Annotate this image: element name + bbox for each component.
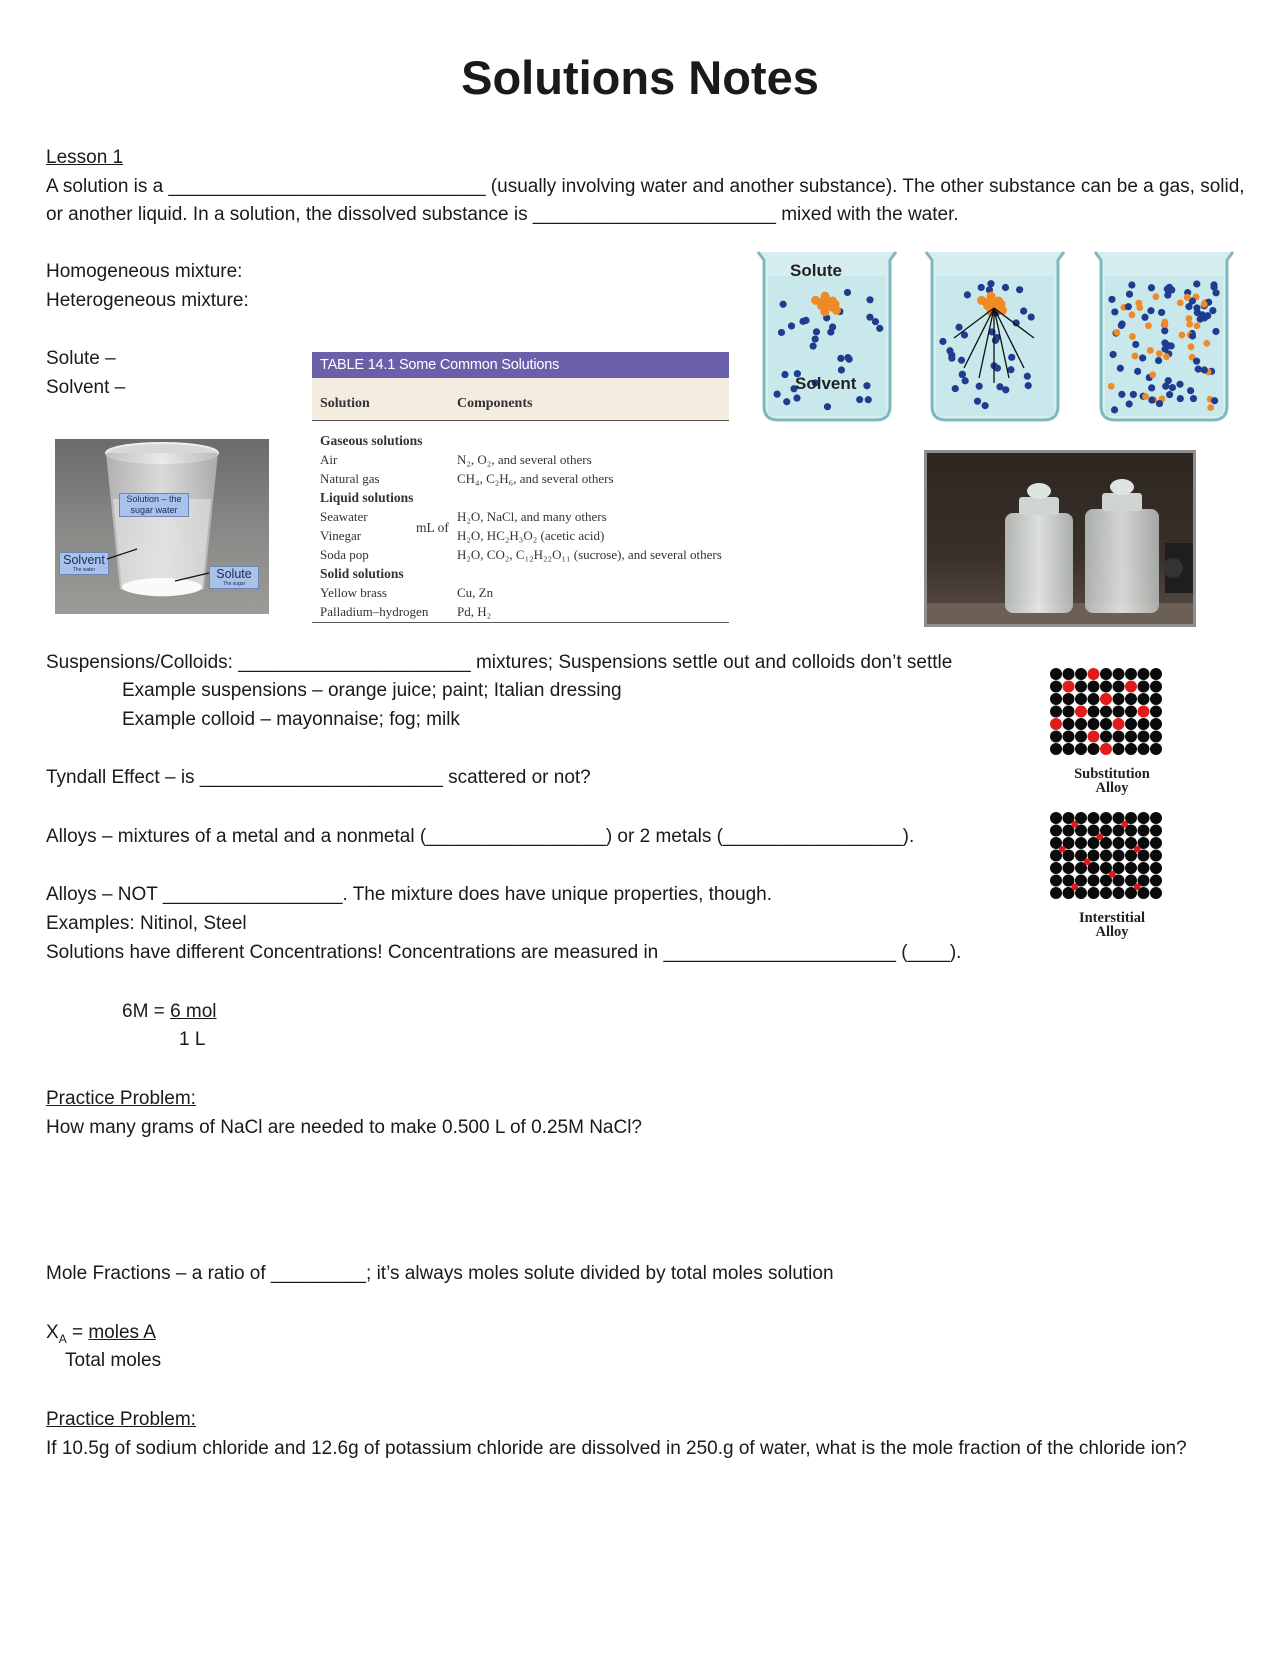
solvent-particle	[1128, 281, 1135, 288]
beaker-solvent-label: Solvent	[795, 374, 857, 393]
solvent-particle	[959, 371, 966, 378]
solute-particle	[1113, 329, 1120, 336]
table-row-solution: Palladium–hydrogen	[320, 604, 429, 619]
host-atom	[1050, 693, 1062, 705]
interstitial-atom	[1134, 846, 1141, 853]
host-atom	[1125, 731, 1137, 743]
substituted-atom	[1138, 706, 1150, 718]
solvent-particle	[1002, 284, 1009, 291]
table-row-solution: Seawater	[320, 509, 368, 524]
substituted-atom	[1050, 718, 1062, 730]
solvent-particle	[856, 396, 863, 403]
table-row-solution: Air	[320, 452, 338, 467]
table-row-solution: Natural gas	[320, 471, 380, 486]
host-atom	[1088, 887, 1100, 899]
page-title: Solutions Notes	[461, 51, 819, 104]
host-atom	[1100, 706, 1112, 718]
host-atom	[1063, 743, 1075, 755]
interstitial-caption-1: Interstitial	[1078, 910, 1146, 926]
table-row-components: N₂, O₂, and several others	[457, 452, 592, 467]
cup-pointer-lines	[55, 439, 269, 614]
solute-crystal	[987, 292, 996, 301]
host-atom	[1050, 875, 1062, 887]
substituted-atom	[1063, 681, 1075, 693]
substituted-atom	[1088, 668, 1100, 680]
xa-symbol: X	[46, 1322, 59, 1343]
solvent-particle	[865, 396, 872, 403]
substituted-atom	[1075, 706, 1087, 718]
interstitial-atom	[1121, 821, 1128, 828]
common-solutions-table	[312, 352, 729, 624]
host-atom	[1150, 681, 1162, 693]
solvent-particle	[1110, 351, 1117, 358]
solution-definition-line-2: or another liquid. In a solution, the dissolved substance is _______________________ mixed with the water.	[46, 204, 959, 225]
solute-particle	[1201, 301, 1208, 308]
solvent-particle	[1193, 280, 1200, 287]
solute-particle	[1203, 340, 1210, 347]
solvent-particle	[1125, 303, 1132, 310]
solvent-particle	[1156, 400, 1163, 407]
solute-particle	[1188, 343, 1195, 350]
solvent-particle	[799, 318, 806, 325]
solvent-particle	[872, 318, 879, 325]
solute-particle	[1184, 294, 1191, 301]
solute-particle	[1177, 299, 1184, 306]
host-atom	[1050, 743, 1062, 755]
host-atom	[1100, 731, 1112, 743]
suspensions-colloids-line: Suspensions/Colloids: ______________________ mixtures; Suspensions settle out and colloids don’t settle	[46, 652, 953, 673]
host-atom	[1138, 693, 1150, 705]
lesson-heading: Lesson 1	[46, 147, 124, 168]
interstitial-atom	[1071, 883, 1078, 890]
beaker-solute-label: Solute	[790, 261, 842, 280]
solvent-particle	[837, 355, 844, 362]
solvent-particle	[780, 301, 787, 308]
solvent-particle	[1126, 291, 1133, 298]
solvent-particle	[876, 325, 883, 332]
solute-crystal	[828, 296, 837, 305]
solvent-particle	[793, 394, 800, 401]
host-atom	[1150, 812, 1162, 824]
host-atom	[1125, 668, 1137, 680]
solvent-particle	[996, 383, 1003, 390]
xa-numerator: moles A	[88, 1322, 156, 1343]
host-atom	[1088, 875, 1100, 887]
solvent-particle	[810, 342, 817, 349]
practice-problem-2-label: Practice Problem:	[46, 1409, 196, 1430]
solvent-particle	[1177, 395, 1184, 402]
host-atom	[1050, 812, 1062, 824]
host-atom	[1113, 837, 1125, 849]
solvent-particle	[781, 371, 788, 378]
table-section-heading: Gaseous solutions	[320, 433, 423, 448]
table-caption: TABLE 14.1 Some Common Solutions	[312, 352, 729, 378]
substituted-atom	[1113, 718, 1125, 730]
solvent-particle	[978, 284, 985, 291]
solute-particle	[1129, 333, 1136, 340]
solvent-particle	[844, 289, 851, 296]
solvent-particle	[1176, 381, 1183, 388]
concentration-line: Solutions have different Concentrations! Concentrations are measured in ______________________ (____).	[46, 942, 962, 963]
solvent-particle	[824, 403, 831, 410]
table-row-components: H₂O, CO₂, C₁₂H₂₂O₁₁ (sucrose), and several others	[457, 547, 722, 562]
interstitial-atom	[1134, 883, 1141, 890]
table-column-header	[312, 378, 729, 421]
solvent-particle	[1024, 373, 1031, 380]
solvent-particle	[1161, 345, 1168, 352]
solvent-particle	[1025, 382, 1032, 389]
practice-problem-1-label: Practice Problem:	[46, 1088, 196, 1109]
solvent-particle	[1111, 308, 1118, 315]
table-row-solution: Yellow brass	[320, 585, 387, 600]
host-atom	[1100, 681, 1112, 693]
molarity-denominator: 1 L	[179, 1029, 206, 1050]
interstitial-atom	[1059, 846, 1066, 853]
table-section-heading: Liquid solutions	[320, 490, 414, 505]
host-atom	[1150, 825, 1162, 837]
host-atom	[1150, 693, 1162, 705]
host-atom	[1100, 850, 1112, 862]
host-atom	[1138, 731, 1150, 743]
solvent-particle	[788, 322, 795, 329]
practice-problem-2: If 10.5g of sodium chloride and 12.6g of potassium chloride are dissolved in 250.g of water, what is the mole fraction of the chloride ion?	[46, 1438, 1187, 1459]
host-atom	[1063, 731, 1075, 743]
substitution-caption-2: Alloy	[1095, 780, 1129, 796]
tyndall-effect-line: Tyndall Effect – is _______________________ scattered or not?	[46, 767, 591, 788]
solute-particle	[1163, 353, 1170, 360]
heterogeneous-label: Heterogeneous mixture:	[46, 290, 249, 311]
host-atom	[1138, 718, 1150, 730]
host-atom	[1063, 862, 1075, 874]
solvent-particle	[1195, 366, 1202, 373]
host-atom	[1150, 862, 1162, 874]
substitution-caption-1: Substitution	[1074, 766, 1150, 782]
host-atom	[1050, 825, 1062, 837]
host-atom	[1150, 837, 1162, 849]
solvent-particle	[1008, 354, 1015, 361]
solute-particle	[1152, 293, 1159, 300]
table-row-components: Cu, Zn	[457, 585, 494, 600]
solvent-particle	[1108, 296, 1115, 303]
solute-crystal	[811, 296, 820, 305]
solvent-particle	[1132, 341, 1139, 348]
solvent-particle	[939, 338, 946, 345]
host-atom	[1050, 668, 1062, 680]
solute-crystal	[977, 296, 986, 305]
solvent-particle	[812, 335, 819, 342]
solute-crystal	[832, 306, 841, 315]
host-atom	[1138, 743, 1150, 755]
solute-label: Solute –	[46, 348, 116, 369]
host-atom	[1075, 837, 1087, 849]
solvent-particle	[838, 366, 845, 373]
xa-subscript: A	[58, 1331, 67, 1346]
solute-particle	[1156, 350, 1163, 357]
solute-particle	[1194, 322, 1201, 329]
host-atom	[1100, 887, 1112, 899]
host-atom	[1063, 693, 1075, 705]
solvent-particle	[1204, 312, 1211, 319]
solvent-particle	[813, 328, 820, 335]
host-atom	[1125, 693, 1137, 705]
solute-particle	[1186, 315, 1193, 322]
solvent-particle	[1155, 357, 1162, 364]
solvent-particle	[1168, 342, 1175, 349]
solute-particle	[1149, 371, 1156, 378]
interstitial-alloy-caption	[1042, 911, 1182, 939]
solvent-particle	[1169, 384, 1176, 391]
table-row-solution: Soda pop	[320, 547, 369, 562]
solvent-particle	[982, 402, 989, 409]
substituted-atom	[1100, 743, 1112, 755]
cup-solution-label: Solution – the sugar water	[119, 493, 189, 517]
solvent-particle	[778, 329, 785, 336]
solvent-particle	[1211, 397, 1218, 404]
host-atom	[1150, 718, 1162, 730]
solvent-particle	[774, 391, 781, 398]
solvent-particle	[1193, 304, 1200, 311]
solvent-particle	[1028, 313, 1035, 320]
host-atom	[1063, 718, 1075, 730]
host-atom	[1100, 718, 1112, 730]
solvent-particle	[1119, 320, 1126, 327]
solute-particle	[1145, 322, 1152, 329]
solute-particle	[1132, 353, 1139, 360]
host-atom	[1075, 731, 1087, 743]
solvent-particle	[827, 328, 834, 335]
host-atom	[1113, 743, 1125, 755]
interstitial-caption-2: Alloy	[1095, 924, 1129, 940]
host-atom	[1100, 812, 1112, 824]
solute-particle	[1147, 347, 1154, 354]
solvent-particle	[1187, 387, 1194, 394]
host-atom	[1113, 706, 1125, 718]
host-atom	[1050, 887, 1062, 899]
solvent-particle	[1020, 307, 1027, 314]
interstitial-alloy-grid	[1050, 812, 1170, 902]
table-section-heading: Solid solutions	[320, 566, 404, 581]
solute-crystal	[998, 306, 1007, 315]
solute-crystal	[994, 296, 1003, 305]
solvent-particle	[866, 296, 873, 303]
solvent-particle	[1141, 314, 1148, 321]
alloys-mixtures-line: Alloys – mixtures of a metal and a nonmetal (_________________) or 2 metals (_________________).	[46, 826, 915, 847]
host-atom	[1113, 887, 1125, 899]
table-row-solution: Vinegar	[320, 528, 362, 543]
sugar-water-cup-photo	[55, 439, 269, 614]
solvent-particle	[1158, 309, 1165, 316]
interstitial-atom	[1084, 858, 1091, 865]
solvent-particle	[1209, 307, 1216, 314]
table-bottom-rule	[312, 622, 729, 623]
host-atom	[1088, 706, 1100, 718]
host-atom	[1138, 862, 1150, 874]
col-components: Components	[457, 396, 533, 411]
host-atom	[1150, 875, 1162, 887]
host-atom	[1138, 681, 1150, 693]
table-row-components: CH₄, C₂H₆, and several others	[457, 471, 614, 486]
cup-solvent-sub: The water	[72, 567, 96, 573]
example-suspensions: Example suspensions – orange juice; paint; Italian dressing	[122, 680, 622, 701]
molarity-numerator: 6 mol	[170, 1001, 217, 1022]
table-overlay-text: mL of	[416, 520, 449, 535]
solvent-particle	[1134, 368, 1141, 375]
solvent-particle	[955, 324, 962, 331]
solute-particle	[1207, 404, 1214, 411]
substituted-atom	[1088, 731, 1100, 743]
solvent-particle	[1166, 391, 1173, 398]
solvent-particle	[1212, 289, 1219, 296]
practice-problem-1: How many grams of NaCl are needed to make 0.500 L of 0.25M NaCl?	[46, 1117, 642, 1138]
solute-particle	[1129, 311, 1136, 318]
host-atom	[1088, 743, 1100, 755]
molarity-example	[122, 998, 217, 1026]
solvent-particle	[987, 280, 994, 287]
host-atom	[1138, 825, 1150, 837]
solvent-particle	[958, 357, 965, 364]
solvent-label: Solvent –	[46, 377, 126, 398]
substitution-alloy-grid	[1050, 668, 1170, 758]
solute-particle	[1161, 321, 1168, 328]
host-atom	[1138, 812, 1150, 824]
solvent-particle	[1126, 400, 1133, 407]
host-atom	[1113, 681, 1125, 693]
alloy-examples-line: Examples: Nitinol, Steel	[46, 913, 247, 934]
host-atom	[1088, 718, 1100, 730]
solute-particle	[1135, 300, 1142, 307]
host-atom	[1150, 706, 1162, 718]
solvent-particle	[844, 354, 851, 361]
solute-crystal	[821, 292, 830, 301]
solvent-particle	[863, 382, 870, 389]
host-atom	[1075, 693, 1087, 705]
host-atom	[1113, 693, 1125, 705]
interstitial-atom	[1096, 833, 1103, 840]
xa-equals: =	[66, 1322, 89, 1343]
solvent-particle	[1161, 327, 1168, 334]
solute-particle	[1186, 321, 1193, 328]
tyndall-jars-photo	[924, 450, 1196, 627]
host-atom	[1088, 812, 1100, 824]
solvent-particle	[1201, 366, 1208, 373]
host-atom	[1100, 668, 1112, 680]
mole-fractions-line: Mole Fractions – a ratio of _________; it’s always moles solute divided by total moles solution	[46, 1263, 834, 1284]
molarity-lhs: 6M =	[122, 1001, 171, 1022]
solvent-particle	[1190, 395, 1197, 402]
solvent-particle	[974, 398, 981, 405]
solvent-particle	[1148, 284, 1155, 291]
solvent-particle	[976, 383, 983, 390]
host-atom	[1088, 693, 1100, 705]
solvent-particle	[1118, 391, 1125, 398]
solvent-particle	[1147, 307, 1154, 314]
solvent-particle	[1166, 284, 1173, 291]
solvent-particle	[1139, 354, 1146, 361]
host-atom	[1150, 743, 1162, 755]
host-atom	[1125, 706, 1137, 718]
host-atom	[1075, 743, 1087, 755]
solvent-particle	[1189, 332, 1196, 339]
host-atom	[1150, 731, 1162, 743]
substituted-atom	[1125, 681, 1137, 693]
example-colloid: Example colloid – mayonnaise; fog; milk	[122, 709, 460, 730]
host-atom	[1113, 731, 1125, 743]
solvent-particle	[1148, 384, 1155, 391]
host-atom	[1075, 668, 1087, 680]
host-atom	[1125, 718, 1137, 730]
host-atom	[1113, 850, 1125, 862]
solvent-particle	[948, 355, 955, 362]
cup-solute-sub: The sugar	[222, 581, 246, 587]
solvent-particle	[1148, 396, 1155, 403]
solvent-particle	[1111, 406, 1118, 413]
host-atom	[1150, 887, 1162, 899]
interstitial-atom	[1109, 871, 1116, 878]
col-solution: Solution	[320, 396, 370, 411]
solute-particle	[1142, 393, 1149, 400]
host-atom	[1050, 706, 1062, 718]
solvent-particle	[952, 385, 959, 392]
host-atom	[1138, 668, 1150, 680]
host-atom	[1050, 681, 1062, 693]
solvent-particle	[1016, 286, 1023, 293]
table-row-components: H₂O, NaCl, and many others	[457, 509, 607, 524]
host-atom	[1125, 862, 1137, 874]
host-atom	[1075, 681, 1087, 693]
host-atom	[1088, 681, 1100, 693]
interstitial-atom	[1071, 821, 1078, 828]
solvent-particle	[1130, 391, 1137, 398]
solvent-particle	[783, 398, 790, 405]
homogeneous-label: Homogeneous mixture:	[46, 261, 243, 282]
host-atom	[1150, 850, 1162, 862]
solvent-particle	[962, 377, 969, 384]
host-atom	[1125, 743, 1137, 755]
xa-denominator: Total moles	[65, 1350, 162, 1371]
solvent-particle	[1117, 365, 1124, 372]
solvent-particle	[1212, 328, 1219, 335]
host-atom	[1050, 862, 1062, 874]
table-row-components: H₂O, HC₂H₃O₂ (acetic acid)	[457, 528, 605, 543]
solvent-particle	[964, 291, 971, 298]
solvent-particle	[1162, 383, 1169, 390]
host-atom	[1150, 668, 1162, 680]
solvent-particle	[1164, 291, 1171, 298]
solvent-particle	[1193, 358, 1200, 365]
solute-particle	[1178, 332, 1185, 339]
table-row-components: Pd, H₂	[457, 604, 492, 619]
host-atom	[1075, 718, 1087, 730]
solvent-particle	[1210, 281, 1217, 288]
host-atom	[1113, 668, 1125, 680]
solute-particle	[1108, 383, 1115, 390]
substitution-alloy-caption	[1042, 767, 1182, 795]
substituted-atom	[1100, 693, 1112, 705]
cup-solute-title: Solute	[216, 567, 252, 581]
solution-definition-line-1: A solution is a ______________________________ (usually involving water and another substance). The other substance can be a gas, solid,	[46, 176, 1245, 197]
host-atom	[1063, 668, 1075, 680]
host-atom	[1050, 731, 1062, 743]
jars-illustration	[927, 453, 1193, 624]
alloys-not-line: Alloys – NOT _________________. The mixture does have unique properties, though.	[46, 884, 773, 905]
host-atom	[1063, 706, 1075, 718]
cup-solvent-title: Solvent	[63, 553, 105, 567]
